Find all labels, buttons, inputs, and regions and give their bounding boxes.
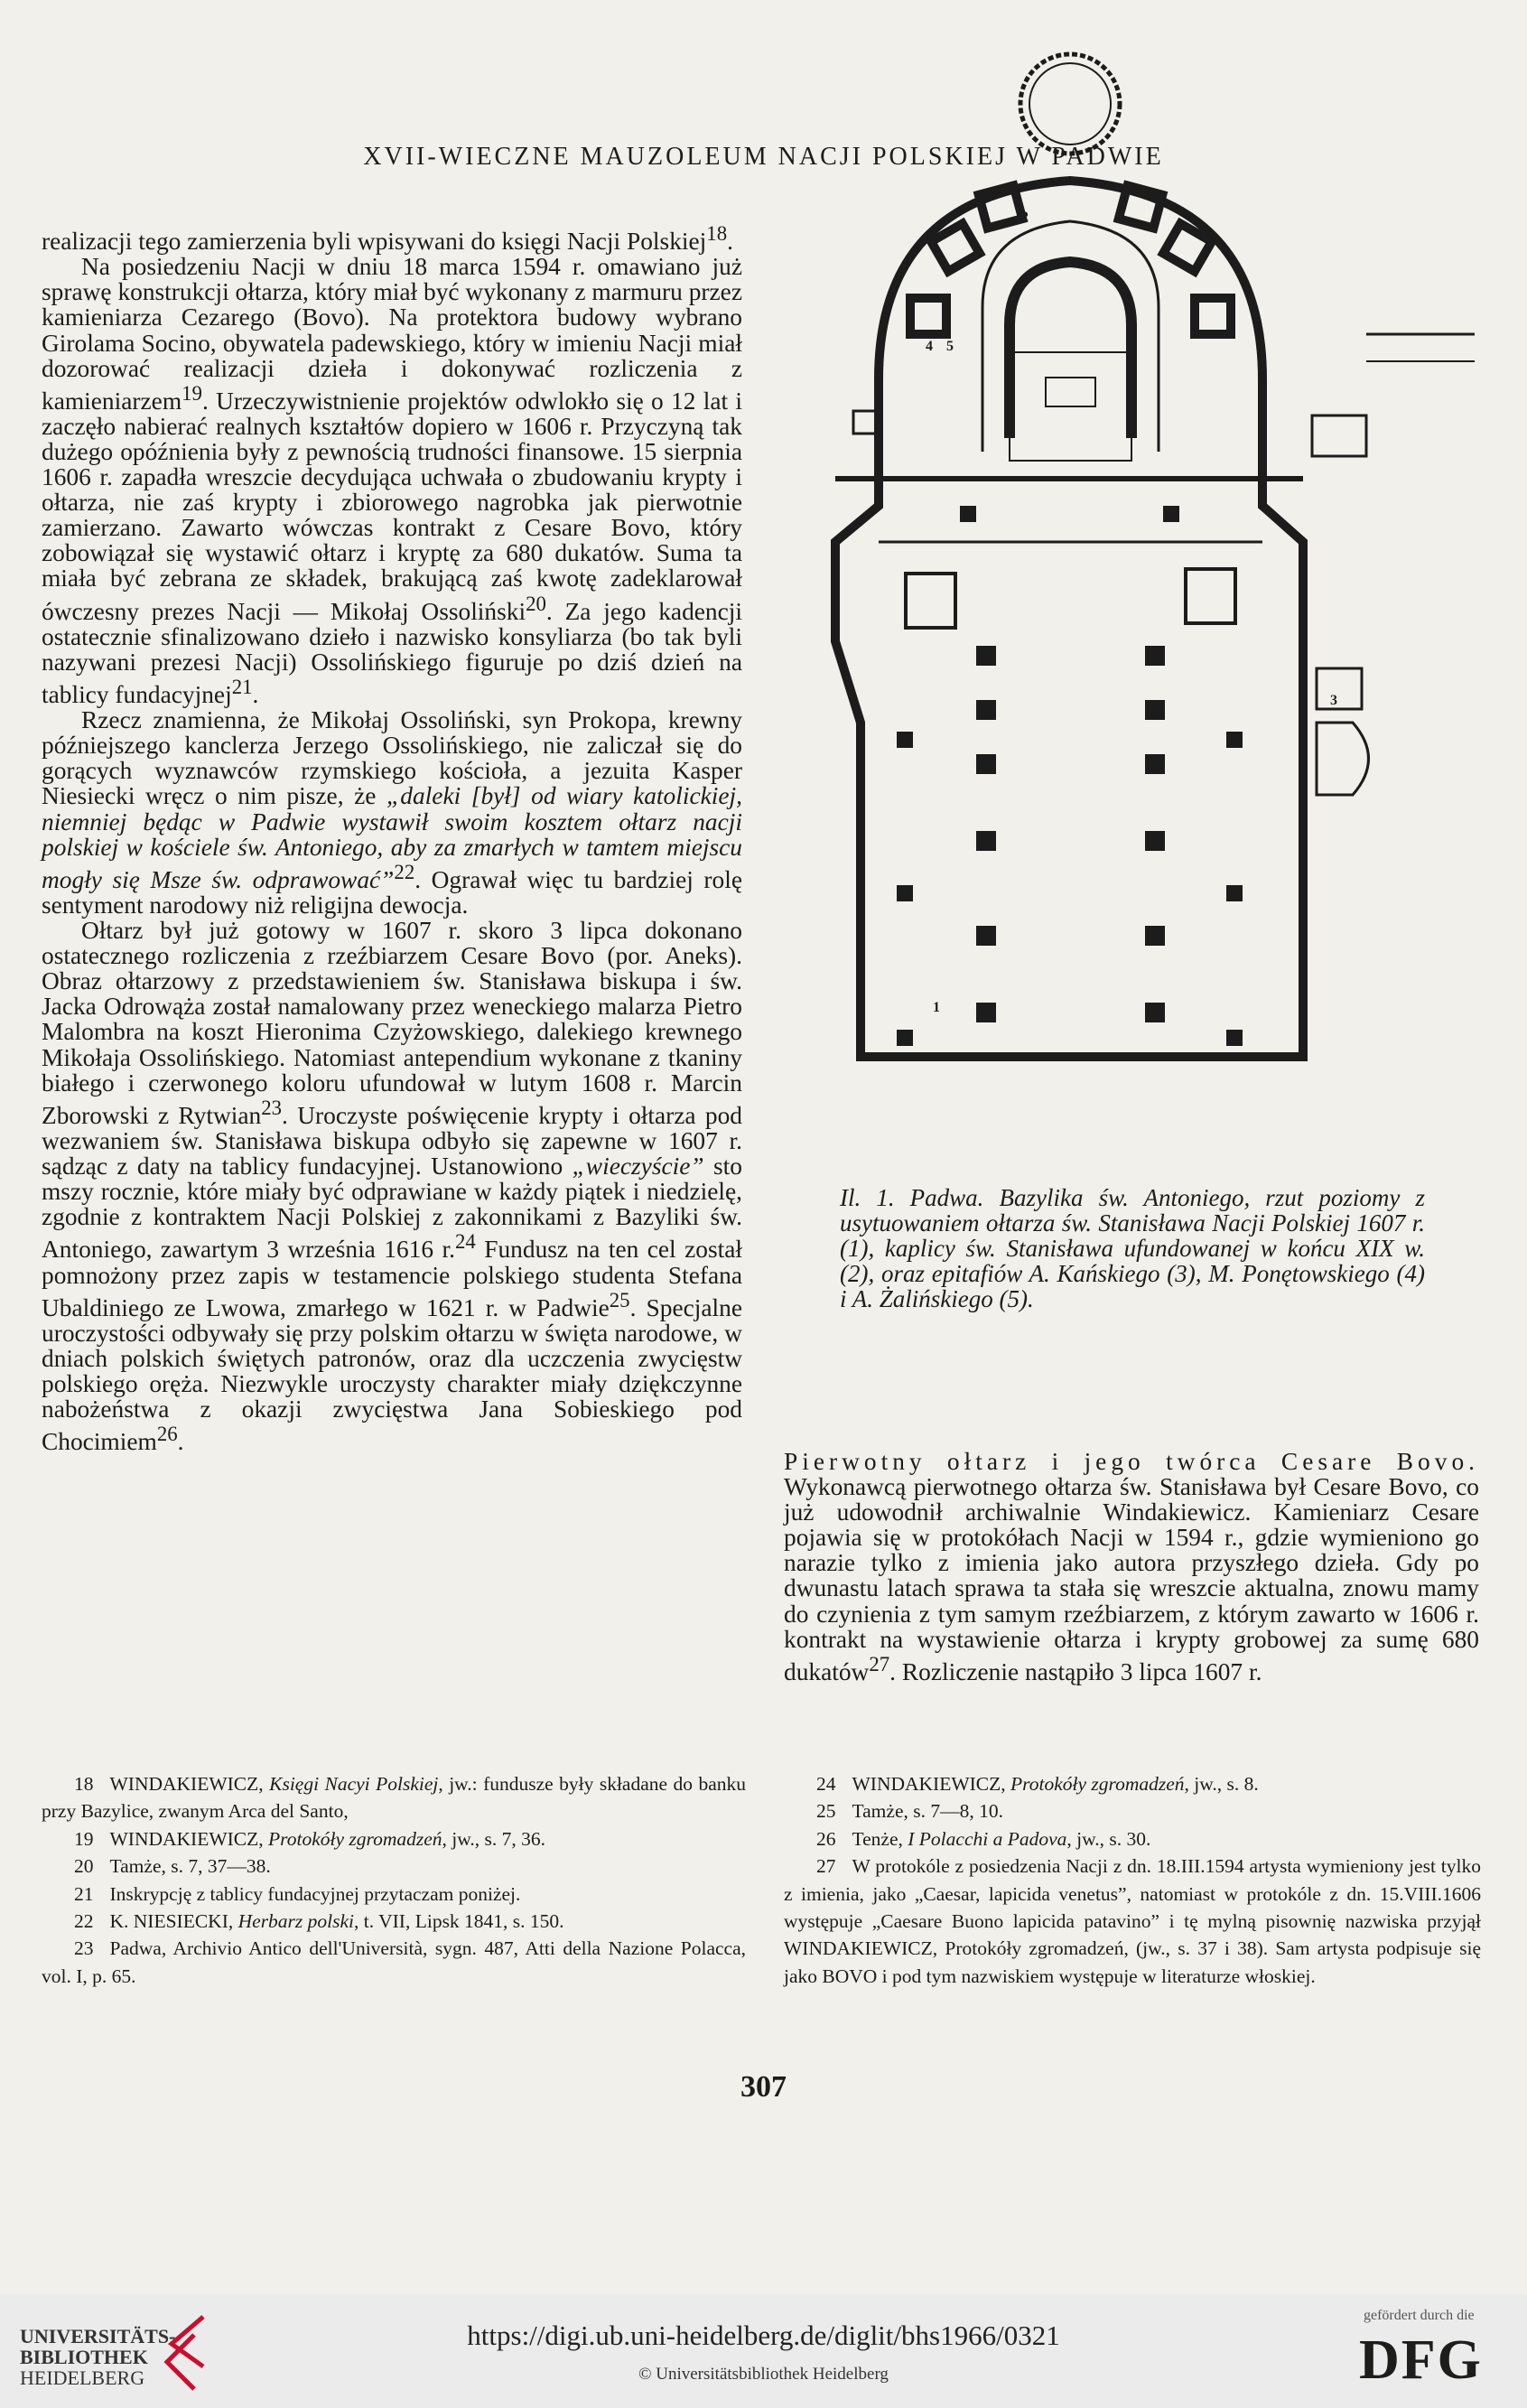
footnote-title: Protokóły zgromadzeń bbox=[1010, 1773, 1185, 1795]
plan-label-5: 5 bbox=[946, 339, 954, 354]
footnote-number: 24 bbox=[816, 1773, 836, 1795]
footnote-number: 23 bbox=[74, 1937, 94, 1960]
footnote bbox=[42, 1825, 746, 1853]
funded-by-label: gefördert durch die bbox=[1364, 2308, 1475, 2323]
footnote-title: Protokóły zgromadzeń bbox=[268, 1827, 442, 1850]
footnote-title: Księgi Nacyi Polskiej bbox=[269, 1773, 439, 1795]
footnote-text: Tamże, s. 7, 37—38. bbox=[109, 1855, 271, 1878]
footnote-author: WINDAKIEWICZ, bbox=[109, 1827, 269, 1850]
footnote-title: Herbarz polski bbox=[237, 1910, 355, 1933]
basilica-floor-plan bbox=[824, 36, 1475, 1156]
plan-label-2: 2 bbox=[1021, 210, 1029, 225]
footnote bbox=[42, 1935, 746, 1990]
footnotes-right bbox=[784, 1770, 1481, 1990]
footnotes-left bbox=[42, 1770, 746, 1990]
footnote bbox=[42, 1881, 746, 1908]
footnote-ref[interactable]: 20 bbox=[526, 592, 546, 615]
footnote-ref[interactable]: 26 bbox=[156, 1423, 178, 1446]
copyright-notice: © Universitätsbibliothek Heidelberg bbox=[638, 2365, 889, 2384]
footnote-author: Tenże, bbox=[852, 1827, 908, 1850]
right-text-column bbox=[784, 1449, 1479, 1685]
footnote-text: W protokóle z posiedzenia Nacji z dn. 18.III.1594 artysta wymieniony jest tylko z imienia, jako „Caesar, lapicida venetus”, natomiast w protokóle z dn. 15.VIII.1606 występuje „Caesare Buono lapicida patavino” i tę mylną pisownię nazwiska przyjął WINDAKIEWICZ, Protokóły zgromadzeń, (jw., s. 37 i 38). Sam artysta podpisuje się jako BOVO i pod tym nazwiskiem występuje w literaturze włoskiej. bbox=[784, 1855, 1481, 1987]
footnote bbox=[784, 1797, 1481, 1825]
footnote-number: 26 bbox=[816, 1827, 836, 1850]
footnote-text: Padwa, Archivio Antico dell'Università, sygn. 487, Atti della Nazione Polacca, vol. I, p. 65. bbox=[42, 1937, 746, 1987]
footnote-author: WINDAKIEWICZ, bbox=[852, 1773, 1011, 1795]
plan-label-3: 3 bbox=[1330, 693, 1337, 708]
footnote-author: WINDAKIEWICZ, bbox=[109, 1773, 270, 1795]
paragraph-4: Ołtarz był już gotowy w 1607 r. skoro 3 lipca dokonano ostatecznego rozliczenia z rzeźbiarzem Cesare Bovo (por. Aneks). Obraz ołtarzowy z przedstawieniem św. Stanisława biskupa i św. Jacka Odrowąża został namalowany przez weneckiego malarza Pietro Malombra na koszt Hieronima Czyżowskiego, dalekiego krewnego Mikołaja Ossolińskiego. Natomiast antependium wykonane z tkaniny białego i czerwonego koloru ufundował w lutym 1608 r. Marcin Zborowski z Rytwian$^{23}$. Uroczyste poświęcenie krypty i ołtarza pod wezwaniem św. Stanisława biskupa odbyło się zapewne w 1607 r. sądząc z daty na tablicy fundacyjnej. Ustanowiono „wieczyście” sto mszy rocznie, które miały być odprawiane w każdy piątek i niedzielę, zgodnie z kontraktem Nacji Polskiej z zakonnikami z Bazyliki św. Antoniego, zawartym 3 września 1616 r.$^{24}$ Fundusz na ten cel został pomnożony przez zapis w testamencie polskiego studenta Stefana Ubaldiniego ze Lwowa, zmarłego w 1621 r. w Padwie$^{25}$. Specjalne uroczystości odbywały się przy polskim ołtarzu w święta narodowe, w dniach polskich świętych patronów, oraz dla uczczenia zwycięstw polskiego oręża. Niezwykle uroczysty charakter miały dziękczynne nabożeństwa z okazji zwycięstwa Jana Sobieskiego pod Chocimiem$^{26}$. bbox=[42, 917, 743, 1456]
library-name[interactable]: UNIVERSITÄTS- BIBLIOTHEK HEIDELBERG bbox=[20, 2325, 176, 2389]
footnote-ref[interactable]: 22 bbox=[394, 860, 415, 883]
footnote-author: K. NIESIECKI, bbox=[109, 1910, 238, 1933]
running-title: XVII-WIECZNE MAUZOLEUM NACJI POLSKIEJ W PADWIE bbox=[363, 143, 1164, 171]
page-number: 307 bbox=[740, 2070, 787, 2104]
footnote-text: Tamże, s. 7—8, 10. bbox=[852, 1800, 1003, 1823]
footnote-number: 20 bbox=[74, 1855, 94, 1878]
paragraph-right: Pierwotny ołtarz i jego twórca Cesare Bovo. Wykonawcą pierwotnego ołtarza św. Stanisława był Cesare Bovo, co już udowodnił archiwalnie Windakiewicz. Kamieniarz Cesare pojawia się w protokółach Nacji w 1594 r., gdzie wymieniono go narazie tylko z imienia jako autora przyszłego dzieła. Gdy po dwunastu latach sprawa ta stała się wreszcie aktualna, znowu mamy do czynienia z tym samym rzeźbiarzem, z którym zawarto w 1606 r. kontrakt na wystawienie ołtarza i krypty grobowej za sumę 680 dukatów$^{27}$. Rozliczenie nastąpiło 3 lipca 1607 r. bbox=[784, 1448, 1479, 1685]
footnote bbox=[42, 1853, 746, 1880]
footnote-text: , t. VII, Lipsk 1841, s. 150. bbox=[354, 1910, 564, 1933]
footnote-text: , jw., s. 7, 36. bbox=[442, 1827, 545, 1850]
footnote bbox=[42, 1908, 746, 1935]
footnote bbox=[42, 1770, 746, 1825]
footnote bbox=[784, 1853, 1481, 1990]
plan-label-4: 4 bbox=[926, 339, 933, 354]
footnote-ref[interactable]: 25 bbox=[609, 1288, 630, 1311]
footnote-number: 19 bbox=[74, 1827, 94, 1850]
left-text-column bbox=[42, 221, 742, 1454]
paragraph-3: Rzecz znamienna, że Mikołaj Ossoliński, syn Prokopa, krewny późniejszego kanclerza Jerzego Ossolińskiego, nie zaliczał się do gorących wyznawców rzymskiego kościoła, a jezuita Kasper Niesiecki wręcz o nim pisze, że „daleki [był] od wiary katolickiej, niemniej będąc w Padwie wystawił swoim kosztem ołtarz nacji polskiej w kościele św. Antoniego, aby za zmarłych w tamtem miejscu mogły się Msze św. odprawować”$^{22}$. Ograwał więc tu bardziej rolę sentyment narodowy niż religijna dewocja. bbox=[42, 706, 743, 919]
footnote-number: 25 bbox=[816, 1800, 836, 1823]
footnote-ref[interactable]: 18 bbox=[706, 222, 728, 245]
dfg-logo[interactable]: DFG bbox=[1359, 2329, 1483, 2391]
plan-label-1: 1 bbox=[933, 1000, 940, 1015]
footnote-ref[interactable]: 23 bbox=[261, 1096, 283, 1119]
footnote-number: 18 bbox=[74, 1773, 94, 1795]
footnote-ref[interactable]: 21 bbox=[231, 675, 253, 698]
figure-caption: Il. 1. Padwa. Bazylika św. Antoniego, rzut poziomy z usytuowaniem ołtarza św. Stanisława Nacji Polskiej 1607 r. (1), kaplicy św. Stanisława ufundowanej w końcu XIX w. (2), oraz epitafiów A. Kańskiego (3), M. Ponętowskiego (4) i A. Żalińskiego (5). bbox=[840, 1184, 1425, 1312]
section-heading: Pierwotny ołtarz i jego twórca Cesare Bovo. bbox=[784, 1448, 1479, 1475]
footnote bbox=[784, 1770, 1481, 1797]
footnote-text: Inskrypcję z tablicy fundacyjnej przytaczam poniżej. bbox=[109, 1882, 521, 1905]
paragraph-1: realizacji tego zamierzenia byli wpisywani do księgi Nacji Polskiej$^{18}$. bbox=[42, 222, 733, 256]
footnote-text: , jw., s. 30. bbox=[1066, 1827, 1151, 1850]
footnote-ref[interactable]: 24 bbox=[454, 1230, 476, 1254]
footnote-number: 22 bbox=[74, 1910, 94, 1933]
footnote-title: I Polacchi a Padova bbox=[908, 1827, 1067, 1850]
paragraph-2: Na posiedzeniu Nacji w dniu 18 marca 1594 r. omawiano już sprawę konstrukcji ołtarza, który miał być wykonany z marmuru przez kamieniarza Cezarego (Bovo). Na protektora budowy wybrano Girolama Socino, obywatela padewskiego, który w imieniu Nacji miał dozorować realizacji dzieła i dokonywać rozliczenia z kamieniarzem$^{19}$. Urzeczywistnienie projektów odwlokło się o 12 lat i zaczęło nabierać realnych kształtów dopiero w 1606 r. Przyczyną tak dużego opóźnienia były z pewnością trudności finansowe. 15 sierpnia 1606 r. zapadła wreszcie decydująca uchwała o zbudowaniu krypty i ołtarza, nie zaś krypty i zbiorowego nagrobka jak pierwotnie zamierzano. Zawarto wówczas kontrakt z Cesare Bovo, który zobowiązał się wystawić ołtarz i kryptę za 680 dukatów. Suma ta miała być zebrana ze składek, brakującą zaś kwotę zadeklarował ówczesny prezes Nacji — Mikołaj Ossoliński$^{20}$. Za jego kadencji ostatecznie sfinalizowano dzieło i nazwisko konsyliarza (bo tak byli nazywani prezesi Nacji) Ossolińskiego figuruje po dziś dzień na tablicy fundacyjnej$^{21}$. bbox=[42, 253, 743, 709]
footnote-number: 27 bbox=[816, 1855, 836, 1878]
footnote-ref[interactable]: 19 bbox=[182, 381, 202, 405]
footnote-number: 21 bbox=[74, 1882, 94, 1905]
footnote-text: , jw.: fundusze były składane do banku przy Bazylice, zwanym Arca del Santo, bbox=[42, 1773, 746, 1823]
footnote-ref[interactable]: 27 bbox=[869, 1652, 890, 1675]
footnote-text: , jw., s. 8. bbox=[1184, 1773, 1259, 1795]
footnote bbox=[784, 1825, 1481, 1853]
page-url-link[interactable]: https://digi.ub.uni-heidelberg.de/diglit/bhs1966/0321 bbox=[467, 2319, 1060, 2351]
